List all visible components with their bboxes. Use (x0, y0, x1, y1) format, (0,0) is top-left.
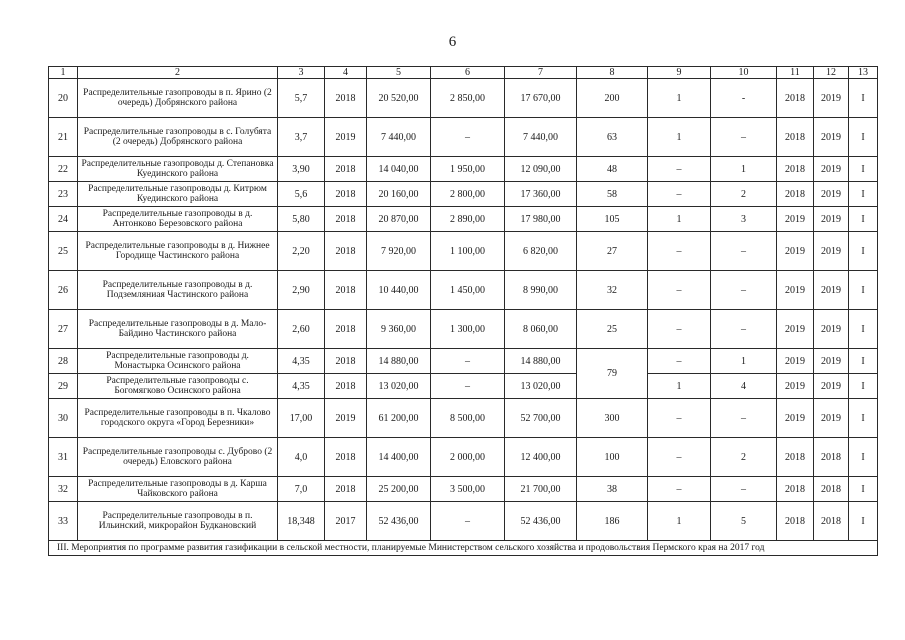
cell-c7: 8 060,00 (505, 310, 577, 349)
object-name: Распределительные газопроводы в д. Антонково Березовского района (78, 207, 278, 232)
cell-c11: 2018 (777, 438, 814, 477)
table-row (49, 207, 878, 232)
cell-c13: I (849, 118, 878, 157)
column-header: 7 (505, 67, 577, 79)
cell-c11: 2018 (777, 79, 814, 118)
cell-c11: 2018 (777, 118, 814, 157)
cell-c5: 13 020,00 (367, 374, 431, 399)
table-row (49, 79, 878, 118)
cell-c9: – (648, 271, 711, 310)
object-name: Распределительные газопроводы д. Степановка Куединского района (78, 157, 278, 182)
object-name: Распределительные газопроводы в д. Карша Чайковского района (78, 477, 278, 502)
cell-c5: 10 440,00 (367, 271, 431, 310)
object-name: Распределительные газопроводы в п. Ярино (2 очередь) Добрянского района (78, 79, 278, 118)
cell-c7: 17 360,00 (505, 182, 577, 207)
cell-c12: 2019 (814, 157, 849, 182)
row-number: 33 (49, 502, 78, 541)
cell-c7: 21 700,00 (505, 477, 577, 502)
column-header: 1 (49, 67, 78, 79)
cell-c6: 2 800,00 (431, 182, 505, 207)
row-number: 21 (49, 118, 78, 157)
cell-c5: 52 436,00 (367, 502, 431, 541)
cell-c8: 300 (577, 399, 648, 438)
cell-c10: – (711, 232, 777, 271)
cell-c11: 2019 (777, 207, 814, 232)
cell-c13: I (849, 79, 878, 118)
cell-c9: 1 (648, 502, 711, 541)
cell-c10: - (711, 79, 777, 118)
cell-c13: I (849, 310, 878, 349)
row-number: 29 (49, 374, 78, 399)
cell-c3: 4,0 (278, 438, 325, 477)
cell-c9: 1 (648, 207, 711, 232)
cell-c3: 2,20 (278, 232, 325, 271)
table-row (49, 157, 878, 182)
cell-c13: I (849, 182, 878, 207)
cell-c4: 2017 (325, 502, 367, 541)
object-name: Распределительные газопроводы в д. Нижнее Городище Частинского района (78, 232, 278, 271)
object-name: Распределительные газопроводы д. Китрюм Куединского района (78, 182, 278, 207)
section-row (49, 541, 878, 556)
cell-c4: 2018 (325, 271, 367, 310)
cell-c9: – (648, 477, 711, 502)
cell-c3: 5,7 (278, 79, 325, 118)
cell-c6: 1 450,00 (431, 271, 505, 310)
row-number: 23 (49, 182, 78, 207)
cell-c8: 79 (577, 349, 648, 399)
cell-c5: 9 360,00 (367, 310, 431, 349)
cell-c12: 2019 (814, 207, 849, 232)
cell-c13: I (849, 207, 878, 232)
cell-c3: 3,90 (278, 157, 325, 182)
column-header: 6 (431, 67, 505, 79)
cell-c13: I (849, 349, 878, 374)
object-name: Распределительные газопроводы в д. Мало-Байдино Частинского района (78, 310, 278, 349)
cell-c11: 2019 (777, 374, 814, 399)
cell-c6: – (431, 502, 505, 541)
cell-c12: 2018 (814, 477, 849, 502)
cell-c9: – (648, 157, 711, 182)
cell-c7: 12 090,00 (505, 157, 577, 182)
cell-c12: 2019 (814, 232, 849, 271)
cell-c4: 2019 (325, 118, 367, 157)
cell-c11: 2018 (777, 502, 814, 541)
cell-c12: 2019 (814, 310, 849, 349)
cell-c7: 52 436,00 (505, 502, 577, 541)
cell-c11: 2019 (777, 271, 814, 310)
cell-c4: 2018 (325, 477, 367, 502)
cell-c13: I (849, 438, 878, 477)
cell-c6: – (431, 349, 505, 374)
cell-c3: 18,348 (278, 502, 325, 541)
column-header: 9 (648, 67, 711, 79)
cell-c8: 27 (577, 232, 648, 271)
cell-c4: 2018 (325, 374, 367, 399)
cell-c13: I (849, 374, 878, 399)
cell-c9: – (648, 399, 711, 438)
table-row (49, 118, 878, 157)
column-header: 11 (777, 67, 814, 79)
cell-c10: 5 (711, 502, 777, 541)
cell-c12: 2019 (814, 79, 849, 118)
table-row (49, 502, 878, 541)
cell-c11: 2019 (777, 232, 814, 271)
cell-c7: 13 020,00 (505, 374, 577, 399)
cell-c8: 100 (577, 438, 648, 477)
gasification-table (48, 66, 878, 556)
cell-c11: 2018 (777, 477, 814, 502)
column-header: 12 (814, 67, 849, 79)
cell-c13: I (849, 232, 878, 271)
cell-c13: I (849, 477, 878, 502)
cell-c12: 2019 (814, 399, 849, 438)
table-row (49, 374, 878, 399)
cell-c4: 2019 (325, 399, 367, 438)
cell-c13: I (849, 399, 878, 438)
page-number: 6 (448, 34, 457, 50)
cell-c12: 2019 (814, 182, 849, 207)
cell-c12: 2018 (814, 502, 849, 541)
table-row (49, 232, 878, 271)
cell-c13: I (849, 271, 878, 310)
cell-c4: 2018 (325, 310, 367, 349)
cell-c7: 6 820,00 (505, 232, 577, 271)
cell-c8: 105 (577, 207, 648, 232)
cell-c10: 1 (711, 349, 777, 374)
row-number: 28 (49, 349, 78, 374)
cell-c11: 2019 (777, 399, 814, 438)
cell-c3: 4,35 (278, 349, 325, 374)
cell-c10: 1 (711, 157, 777, 182)
cell-c5: 20 870,00 (367, 207, 431, 232)
cell-c3: 3,7 (278, 118, 325, 157)
object-name: Распределительные газопроводы в с. Голубята (2 очередь) Добрянского района (78, 118, 278, 157)
cell-c10: – (711, 399, 777, 438)
cell-c13: I (849, 502, 878, 541)
cell-c4: 2018 (325, 232, 367, 271)
cell-c3: 2,90 (278, 271, 325, 310)
cell-c8: 63 (577, 118, 648, 157)
column-header: 5 (367, 67, 431, 79)
cell-c5: 14 880,00 (367, 349, 431, 374)
cell-c6: 2 850,00 (431, 79, 505, 118)
row-number: 30 (49, 399, 78, 438)
cell-c9: 1 (648, 79, 711, 118)
cell-c12: 2019 (814, 118, 849, 157)
cell-c11: 2019 (777, 310, 814, 349)
section-title: III. Мероприятия по программе развития газификации в сельской местности, планируемые Министерством сельского хозяйства и продовольствия Пермского края на 2017 год (49, 541, 878, 556)
cell-c7: 17 670,00 (505, 79, 577, 118)
table-row (49, 477, 878, 502)
cell-c10: 3 (711, 207, 777, 232)
cell-c10: – (711, 310, 777, 349)
column-header: 13 (849, 67, 878, 79)
cell-c5: 20 520,00 (367, 79, 431, 118)
cell-c3: 5,80 (278, 207, 325, 232)
row-number: 32 (49, 477, 78, 502)
cell-c7: 12 400,00 (505, 438, 577, 477)
cell-c5: 61 200,00 (367, 399, 431, 438)
row-number: 24 (49, 207, 78, 232)
column-header: 4 (325, 67, 367, 79)
table-row (49, 399, 878, 438)
cell-c7: 52 700,00 (505, 399, 577, 438)
cell-c12: 2019 (814, 271, 849, 310)
object-name: Распределительные газопроводы с. Дуброво (2 очередь) Еловского района (78, 438, 278, 477)
cell-c6: – (431, 118, 505, 157)
object-name: Распределительные газопроводы д. Монастырка Осинского района (78, 349, 278, 374)
cell-c11: 2018 (777, 182, 814, 207)
cell-c12: 2019 (814, 374, 849, 399)
header-row (49, 67, 878, 79)
cell-c5: 7 920,00 (367, 232, 431, 271)
cell-c7: 8 990,00 (505, 271, 577, 310)
cell-c10: – (711, 118, 777, 157)
cell-c3: 2,60 (278, 310, 325, 349)
row-number: 22 (49, 157, 78, 182)
cell-c3: 7,0 (278, 477, 325, 502)
cell-c4: 2018 (325, 207, 367, 232)
cell-c9: – (648, 310, 711, 349)
cell-c5: 14 040,00 (367, 157, 431, 182)
table-row (49, 182, 878, 207)
cell-c10: 2 (711, 182, 777, 207)
cell-c12: 2018 (814, 438, 849, 477)
cell-c7: 17 980,00 (505, 207, 577, 232)
cell-c9: 1 (648, 374, 711, 399)
cell-c8: 58 (577, 182, 648, 207)
cell-c6: 8 500,00 (431, 399, 505, 438)
cell-c4: 2018 (325, 79, 367, 118)
row-number: 20 (49, 79, 78, 118)
cell-c6: 2 000,00 (431, 438, 505, 477)
object-name: Распределительные газопроводы в д. Подземляниая Частинского района (78, 271, 278, 310)
row-number: 25 (49, 232, 78, 271)
cell-c9: 1 (648, 118, 711, 157)
cell-c5: 7 440,00 (367, 118, 431, 157)
column-header: 8 (577, 67, 648, 79)
column-header: 2 (78, 67, 278, 79)
cell-c9: – (648, 182, 711, 207)
table-row (49, 310, 878, 349)
cell-c6: 1 300,00 (431, 310, 505, 349)
cell-c6: 1 950,00 (431, 157, 505, 182)
cell-c4: 2018 (325, 438, 367, 477)
cell-c5: 20 160,00 (367, 182, 431, 207)
cell-c11: 2019 (777, 349, 814, 374)
table-row (49, 349, 878, 374)
cell-c9: – (648, 349, 711, 374)
cell-c7: 14 880,00 (505, 349, 577, 374)
object-name: Распределительные газопроводы в п. Ильинский, микрорайон Будкановский (78, 502, 278, 541)
cell-c6: – (431, 374, 505, 399)
cell-c8: 25 (577, 310, 648, 349)
cell-c4: 2018 (325, 349, 367, 374)
row-number: 27 (49, 310, 78, 349)
object-name: Распределительные газопроводы в п. Чкалово городского округа «Город Березники» (78, 399, 278, 438)
cell-c13: I (849, 157, 878, 182)
cell-c4: 2018 (325, 182, 367, 207)
table-row (49, 438, 878, 477)
table-row (49, 271, 878, 310)
cell-c9: – (648, 438, 711, 477)
row-number: 31 (49, 438, 78, 477)
cell-c8: 48 (577, 157, 648, 182)
cell-c7: 7 440,00 (505, 118, 577, 157)
cell-c3: 5,6 (278, 182, 325, 207)
cell-c10: – (711, 271, 777, 310)
cell-c8: 186 (577, 502, 648, 541)
cell-c8: 32 (577, 271, 648, 310)
object-name: Распределительные газопроводы с. Богомягково Осинского района (78, 374, 278, 399)
cell-c8: 200 (577, 79, 648, 118)
column-header: 10 (711, 67, 777, 79)
cell-c3: 4,35 (278, 374, 325, 399)
cell-c10: – (711, 477, 777, 502)
cell-c6: 3 500,00 (431, 477, 505, 502)
cell-c12: 2019 (814, 349, 849, 374)
cell-c4: 2018 (325, 157, 367, 182)
cell-c6: 2 890,00 (431, 207, 505, 232)
row-number: 26 (49, 271, 78, 310)
column-header: 3 (278, 67, 325, 79)
cell-c11: 2018 (777, 157, 814, 182)
cell-c5: 14 400,00 (367, 438, 431, 477)
cell-c3: 17,00 (278, 399, 325, 438)
cell-c9: – (648, 232, 711, 271)
cell-c6: 1 100,00 (431, 232, 505, 271)
cell-c8: 38 (577, 477, 648, 502)
cell-c10: 2 (711, 438, 777, 477)
cell-c10: 4 (711, 374, 777, 399)
cell-c5: 25 200,00 (367, 477, 431, 502)
